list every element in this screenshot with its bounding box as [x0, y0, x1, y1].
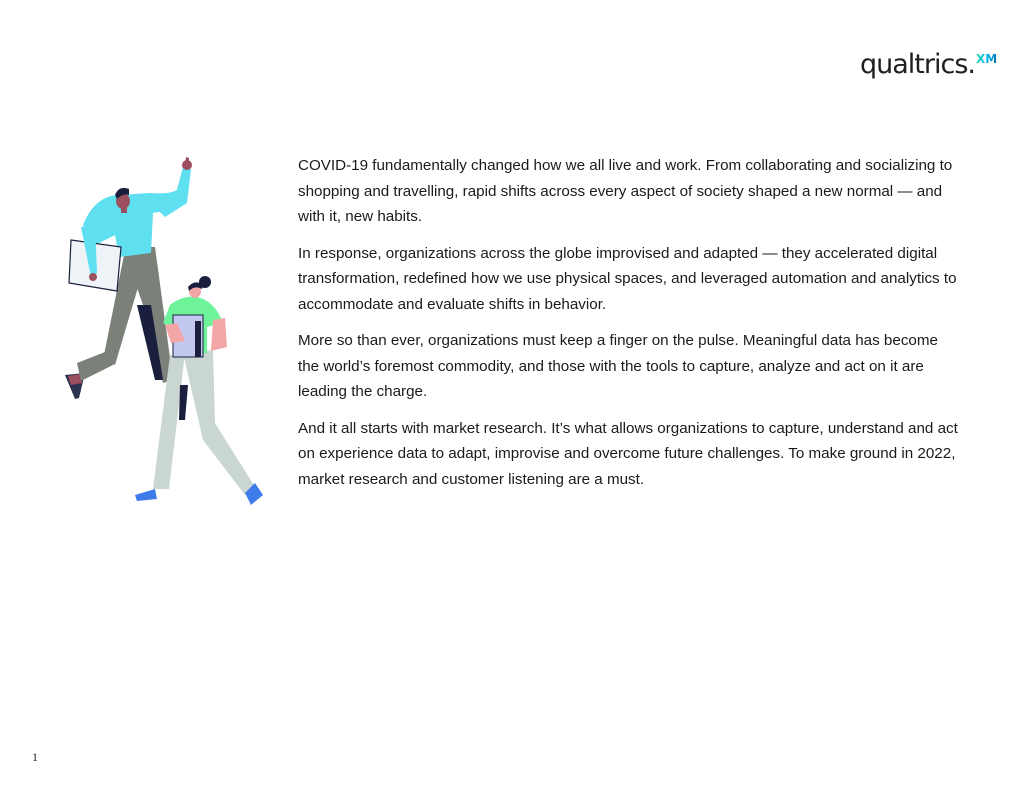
logo-wordmark: qualtrics.: [860, 49, 975, 80]
logo-xm-mark: XM: [975, 52, 998, 66]
paragraph: COVID-19 fundamentally changed how we all live and work. From collaborating and socializing to shopping and travelling, rapid shifts across every aspect of society shaped a new normal — and with it, new habits.: [298, 157, 953, 225]
qualtrics-logo: [860, 50, 997, 86]
woman-front-leg: [183, 350, 255, 495]
paragraph: More so than ever, organizations must keep a finger on the pulse. Meaningful data has become the world’s foremost commodity, and those with the tools to capture, analyze and act on it are leading the charge.: [298, 332, 938, 400]
page-number: 1: [32, 750, 38, 764]
woman-left-shoe: [135, 489, 157, 501]
paragraph: And it all starts with market research. It’s what allows organizations to capture, understand and act on experience data to adapt, improvise and overcome future challenges. To make ground in 2022, market research and customer listening are a must.: [298, 419, 958, 488]
intro-text: [298, 153, 958, 503]
people-walking-illustration: [55, 155, 270, 510]
paragraph: In response, organizations across the globe improvised and adapted — they accelerated digital transformation, redefined how we use physical spaces, and leveraged automation and analytics to accommodate and evaluate shifts in behavior.: [298, 244, 957, 313]
woman-hair-bun: [199, 276, 211, 288]
